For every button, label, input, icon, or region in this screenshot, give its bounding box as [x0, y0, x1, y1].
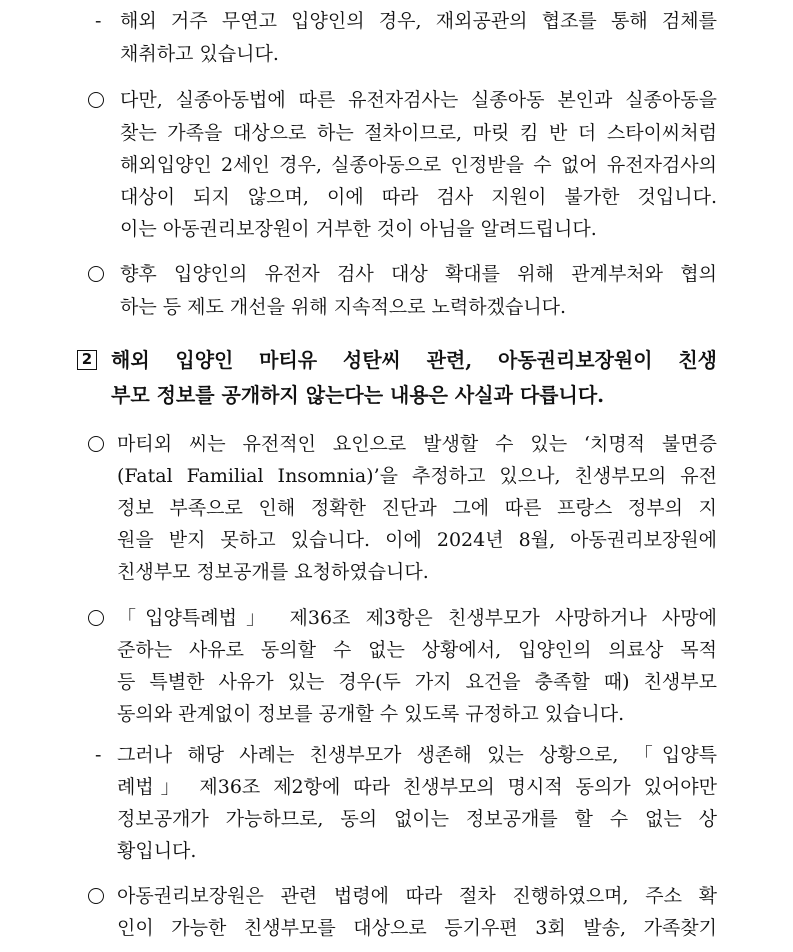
heading-line: 해외 입양인 마티유 성탄씨 관련, 아동권리보장원이 친생	[111, 348, 717, 372]
dash-marker: -	[95, 10, 102, 32]
text-line: (Fatal Familial Insomnia)’을 추정하고 있으나, 친생부모의 유전	[117, 465, 717, 487]
text-line: 채취하고 있습니다.	[120, 43, 279, 65]
text-line: 황입니다.	[117, 840, 197, 862]
text-line: 등 특별한 사유가 있는 경우(두 가지 요건을 충족할 때) 친생부모	[117, 671, 717, 693]
text-line: 「입양특례법」 제36조 제3항은 친생부모가 사망하거나 사망에	[117, 607, 717, 629]
text-line: 아동권리보장원은 관련 법령에 따라 절차 진행하였으며, 주소 확	[117, 885, 717, 907]
text-line: 정보 부족으로 인해 정확한 진단과 그에 따른 프랑스 정부의 지	[117, 497, 717, 519]
text-line: 대상이 되지 않으며, 이에 따라 검사 지원이 불가한 것입니다.	[120, 186, 717, 208]
circle-bullet-icon	[88, 266, 104, 282]
text-line: 례법」 제36조 제2항에 따라 친생부모의 명시적 동의가 있어야만	[117, 776, 717, 798]
text-line: 해외 거주 무연고 입양인의 경우, 재외공관의 협조를 통해 검체를	[120, 10, 717, 32]
text-line: 인이 가능한 친생부모를 대상으로 등기우편 3회 발송, 가족찾기	[117, 917, 717, 939]
text-line: 준하는 사유로 동의할 수 없는 상황에서, 입양인의 의료상 목적	[117, 639, 717, 661]
text-line: 마티외 씨는 유전적인 요인으로 발생할 수 있는 ‘치명적 불면증	[117, 433, 717, 455]
text-line: 찾는 가족을 대상으로 하는 절차이므로, 마릿 킴 반 더 스타이씨처럼	[120, 122, 717, 144]
text-line: 이는 아동권리보장원이 거부한 것이 아님을 알려드립니다.	[120, 218, 597, 240]
text-line: 향후 입양인의 유전자 검사 대상 확대를 위해 관계부처와 협의	[120, 263, 717, 285]
text-line: 동의와 관계없이 정보를 공개할 수 있도록 규정하고 있습니다.	[117, 703, 625, 725]
section-number-box: 2	[77, 350, 97, 370]
text-line: 친생부모 정보공개를 요청하였습니다.	[117, 561, 429, 583]
text-line: 하는 등 제도 개선을 위해 지속적으로 노력하겠습니다.	[120, 296, 567, 318]
circle-bullet-icon	[88, 610, 104, 626]
circle-bullet-icon	[88, 436, 104, 452]
text-line: 원을 받지 못하고 있습니다. 이에 2024년 8월, 아동권리보장원에	[117, 529, 717, 551]
circle-bullet-icon	[88, 92, 104, 108]
text-line: 그러나 해당 사례는 친생부모가 생존해 있는 상황으로, 「입양특	[117, 744, 717, 766]
circle-bullet-icon	[88, 888, 104, 904]
text-line: 해외입양인 2세인 경우, 실종아동으로 인정받을 수 없어 유전자검사의	[120, 154, 717, 176]
text-line: 정보공개가 가능하므로, 동의 없이는 정보공개를 할 수 없는 상	[117, 808, 717, 830]
dash-marker: -	[95, 744, 102, 766]
heading-line: 부모 정보를 공개하지 않는다는 내용은 사실과 다릅니다.	[111, 383, 605, 407]
text-line: 다만, 실종아동법에 따른 유전자검사는 실종아동 본인과 실종아동을	[120, 89, 717, 111]
